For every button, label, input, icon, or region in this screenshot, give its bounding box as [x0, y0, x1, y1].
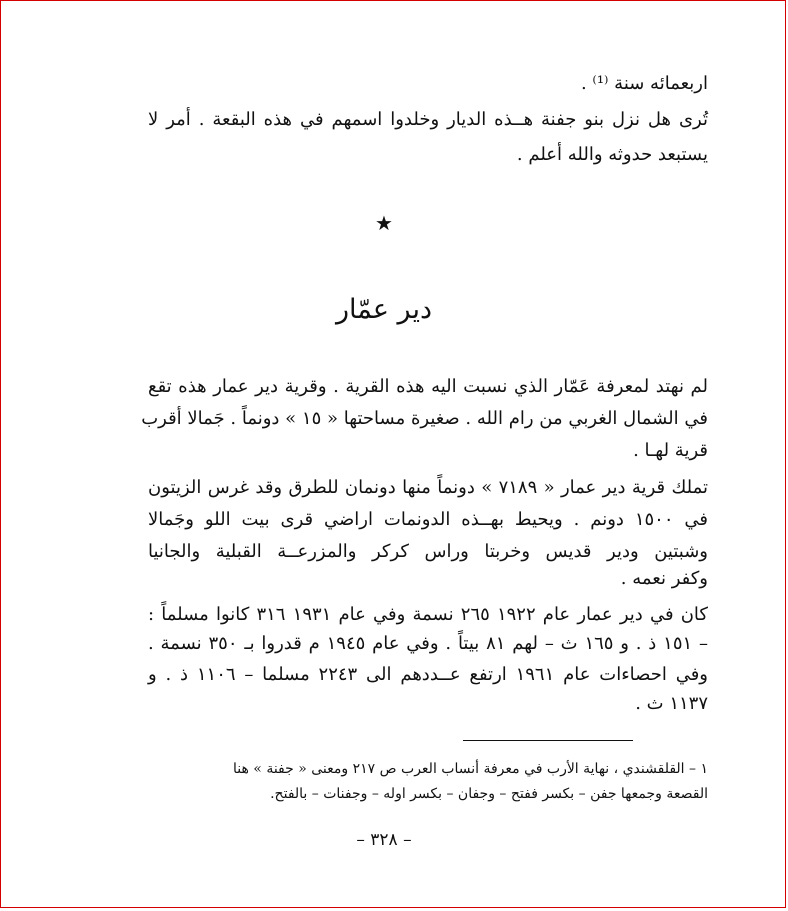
- footnote-line-1: ١ – القلقشندي ، نهاية الأرب في معرفة أنساب العرب ص ٢١٧ ومعنى « جفنة » هنا: [232, 761, 708, 777]
- para1-line: في الشمال الغربي من رام الله . صغيرة مساحتها « ١٥ » دونماً . جَمالا أقرب: [141, 408, 708, 429]
- para3-line: ١١٣٧ ث .: [635, 693, 708, 714]
- intro-line-2: تُرى هل نزل بنو جفنة هــذه الديار وخلدوا اسمهم في هذه البقعة . أمر لا: [148, 109, 708, 130]
- para3-line: كان في دير عمار عام ١٩٢٢ ٢٦٥ نسمة وفي عام ١٩٣١ ٣١٦ كانوا مسلماً :: [148, 604, 708, 625]
- para1-line: قرية لهـا .: [633, 440, 708, 461]
- para2-line: وشبتين ودير قديس وخربتا وراس كركر والمزرعــة القبلية والجانيا: [148, 541, 708, 562]
- para2-line: وكفر نعمه .: [620, 568, 708, 589]
- page-number: – ٣٢٨ –: [356, 830, 412, 850]
- para1-line: لم نهتد لمعرفة عَمّار الذي نسبت اليه هذه القرية . وقرية دير عمار هذه تقع: [148, 376, 708, 397]
- para2-line: تملك قرية دير عمار « ٧١٨٩ » دونماً منها دونمان للطرق وقد غرس الزيتون: [148, 477, 708, 498]
- para3-line: – ١٥١ ذ . و ١٦٥ ث – لهم ٨١ بيتاً . وفي عام ١٩٤٥ م قدروا بـ ٣٥٠ نسمة .: [148, 633, 708, 654]
- footnote-line-2: القصعة وجمعها جفن – بكسر ففتح – وجفان – بكسر اوله – وجفنات – بالفتح.: [270, 786, 708, 802]
- intro-line-1: اربعمائه سنة ⁽¹⁾ .: [580, 73, 708, 94]
- para3-line: وفي احصاءات عام ١٩٦١ ارتفع عــددهم الى ٢٢٤٣ مسلما – ١١٠٦ ذ . و: [148, 664, 708, 685]
- footnote-divider: [463, 740, 633, 741]
- intro-line-3: يستبعد حدوثه والله أعلم .: [516, 144, 708, 165]
- section-title: دير عمّار: [335, 294, 432, 325]
- star-separator: ★: [375, 211, 393, 235]
- para2-line: في ١٥٠٠ دونم . ويحيط بهــذه الدونمات اراضي قرى بيت اللو وجَمالا: [148, 509, 708, 530]
- book-page: [60, 55, 708, 865]
